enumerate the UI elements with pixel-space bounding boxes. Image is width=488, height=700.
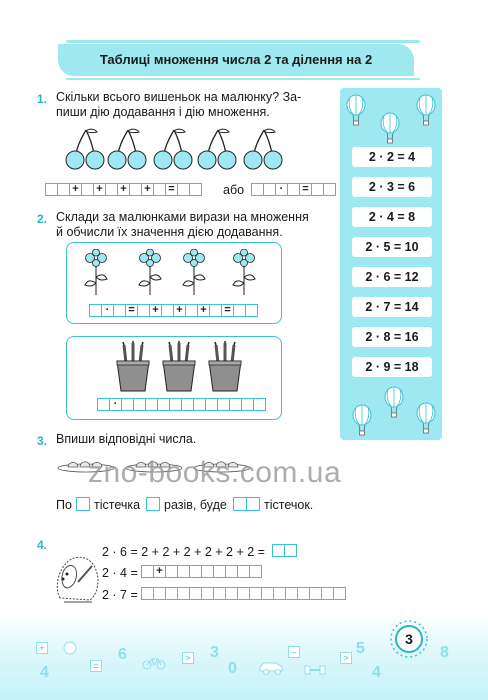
balloon-icon: [344, 94, 368, 126]
footer-deco: >: [340, 652, 352, 664]
plus-sign: +: [93, 183, 106, 196]
header-band: [58, 44, 414, 76]
table-row: 2 · 4 = 8: [352, 207, 432, 227]
task-4-number: 4.: [37, 538, 48, 552]
hedgehog-icon: [52, 548, 104, 606]
plus-sign: +: [69, 183, 82, 196]
circle-deco-icon: [62, 640, 78, 656]
bicycle-icon: [142, 656, 166, 670]
flower-icon: [135, 249, 165, 295]
balloon-icon: [414, 94, 438, 126]
task-4-line2-cells: [141, 565, 262, 578]
task-1-text-line2: пиши дію додавання і дію множення.: [56, 105, 270, 119]
footer-deco: 8: [440, 644, 449, 661]
balloon-icon: [378, 112, 402, 144]
task-4-line3: 2 · 7 =: [102, 588, 138, 602]
pencils-frame: [66, 336, 282, 420]
table-row: 2 · 8 = 16: [352, 327, 432, 347]
pencils-answer-cells: [97, 398, 266, 411]
plus-sign: +: [173, 304, 186, 317]
balloon-icon: [414, 402, 438, 434]
answer-cell[interactable]: [189, 183, 202, 196]
task-2-text-line1: Склади за малюнками вирази на множення: [56, 210, 309, 224]
equals-sign: =: [165, 183, 178, 196]
flowers-answer-cells: [89, 304, 258, 317]
plus-sign: +: [117, 183, 130, 196]
cherry-icon: [150, 126, 196, 172]
answer-cell[interactable]: [233, 497, 247, 511]
pencil-cup-icon: [113, 341, 153, 393]
task-1-number: 1.: [37, 92, 48, 106]
multiply-sign: ·: [109, 398, 122, 411]
table-row: 2 · 6 = 12: [352, 267, 432, 287]
table-row: 2 · 3 = 6: [352, 177, 432, 197]
plus-sign: +: [141, 183, 154, 196]
equals-sign: =: [299, 183, 312, 196]
equals-sign: =: [221, 304, 234, 317]
plus-sign: +: [153, 565, 166, 578]
task-4-line3-cells: [141, 587, 346, 600]
table-row: 2 · 5 = 10: [352, 237, 432, 257]
balloon-icon: [382, 386, 406, 418]
task-3-text: Впиши відповідні числа.: [56, 432, 197, 446]
answer-cell[interactable]: [284, 544, 297, 557]
answer-cell[interactable]: [245, 304, 258, 317]
watermark: zno-books.com.ua: [88, 456, 342, 489]
page-number: 3: [395, 625, 423, 653]
flower-icon: [229, 249, 259, 295]
answer-cell[interactable]: [146, 497, 160, 511]
task-1-multiplication-cells: [251, 183, 336, 196]
cherry-icon: [240, 126, 286, 172]
task-4-line2: 2 · 4 =: [102, 566, 138, 580]
plus-sign: +: [149, 304, 162, 317]
task-3-label-po: По: [56, 498, 72, 512]
footer-deco: –: [288, 646, 300, 658]
footer-deco: 4: [40, 664, 49, 681]
multiply-sign: ·: [275, 183, 288, 196]
footer-deco: +: [36, 642, 48, 654]
footer-deco: 6: [118, 646, 127, 663]
task-4-line1-cells: [272, 544, 297, 557]
answer-cell[interactable]: [323, 183, 336, 196]
flowers-frame: [66, 242, 282, 324]
flower-icon: [81, 249, 111, 295]
or-label: або: [223, 183, 245, 197]
equals-sign: =: [125, 304, 138, 317]
footer-deco: 5: [356, 640, 365, 657]
dumbbell-icon: [304, 664, 326, 676]
task-3-label-tistechka: тістечка: [94, 498, 141, 512]
pencil-cup-icon: [205, 341, 245, 393]
plus-sign: +: [197, 304, 210, 317]
task-1-addition-cells: [45, 183, 202, 196]
answer-cell[interactable]: [333, 587, 346, 600]
task-1-text-line1: Скільки всього вишеньок на малюнку? За-: [56, 90, 302, 104]
task-3-label-tistechok: тістечок.: [264, 498, 314, 512]
footer-deco: =: [90, 660, 102, 672]
task-3-label-raziv: разів, буде: [164, 498, 227, 512]
flower-icon: [179, 249, 209, 295]
footer-deco: 4: [372, 664, 381, 681]
footer-deco: 0: [228, 660, 237, 677]
footer-deco: 3: [210, 644, 219, 661]
task-4-line1: 2 · 6 = 2 + 2 + 2 + 2 + 2 + 2 =: [102, 545, 265, 559]
answer-cell[interactable]: [253, 398, 266, 411]
task-2-number: 2.: [37, 212, 48, 226]
multiply-sign: ·: [101, 304, 114, 317]
answer-cell[interactable]: [246, 497, 260, 511]
table-row: 2 · 7 = 14: [352, 297, 432, 317]
footer-deco: >: [182, 652, 194, 664]
table-row: 2 · 9 = 18: [352, 357, 432, 377]
task-3-number: 3.: [37, 434, 48, 448]
pencil-cup-icon: [159, 341, 199, 393]
table-row: 2 · 2 = 4: [352, 147, 432, 167]
answer-cell[interactable]: [76, 497, 90, 511]
cherry-icon: [104, 126, 150, 172]
answer-cell[interactable]: [249, 565, 262, 578]
cherry-icon: [194, 126, 240, 172]
car-icon: [258, 660, 286, 676]
balloon-icon: [350, 404, 374, 436]
cherry-icon: [62, 126, 108, 172]
page-title: Таблиці множення числа 2 та ділення на 2: [99, 52, 373, 67]
task-2-text-line2: й обчисли їх значення дією додавання.: [56, 225, 283, 239]
